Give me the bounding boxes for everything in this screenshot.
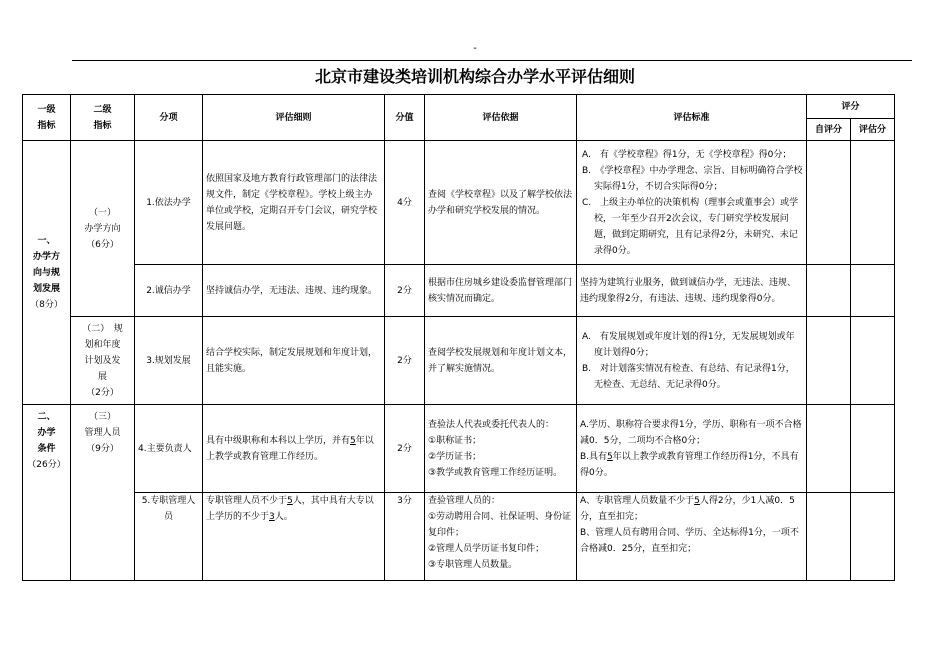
basis-cell: 查验管理人员的： ①劳动聘用合同、社保证明、身份证复印件； ②管理人员学历证书复印件； ③专职管理人员数量。 xyxy=(425,493,577,581)
col-self-rating-header: 自评分 xyxy=(807,119,851,141)
document-title: 北京市建设类培训机构综合办学水平评估细则 xyxy=(314,67,635,86)
score-cell: 2分 xyxy=(385,405,425,493)
basis-cell: 根据市住房城乡建设委监督管理部门核实情况而确定。 xyxy=(425,265,577,317)
standard-cell: A. 有《学校章程》得1分，无《学校章程》得0分； B. 《学校章程》中办学理念、宗旨、目标明确符合学校实际得1分，不切合实际得0分； C. 上级主办单位的决策机构（理事会或董事会）或学校，一年至少召开2次会议，专门研究学校发展问题，做到定期研究，且有记录得2分，未研究、未记录得0分。 xyxy=(577,141,807,265)
item-cell: 4.主要负责人 xyxy=(135,405,203,493)
table-row xyxy=(23,405,895,493)
header-rule xyxy=(72,60,912,61)
basis-cell: 查阅《学校章程》以及了解学校依法办学和研究学校发展的情况。 xyxy=(425,141,577,265)
section1-level1-cell: 一、 办学方 向与规 划发展 （8分） xyxy=(23,141,71,405)
col-eval-rating-header: 评估分 xyxy=(851,119,895,141)
score-cell: 4分 xyxy=(385,141,425,265)
detail-cell: 依照国家及地方教育行政管理部门的法律法规文件，制定《学校章程》。学校上级主办单位或学校，定期召开专门会议，研究学校发展问题。 xyxy=(203,141,385,265)
self-rating-cell[interactable] xyxy=(807,317,851,405)
evaluation-table xyxy=(22,94,895,581)
col-rating-header: 评分 xyxy=(807,95,895,119)
score-cell: 2分 xyxy=(385,265,425,317)
eval-rating-cell[interactable] xyxy=(851,317,895,405)
eval-rating-cell[interactable] xyxy=(851,141,895,265)
table-row xyxy=(23,317,895,405)
col-sub-header: 分项 xyxy=(135,95,203,141)
eval-rating-cell[interactable] xyxy=(851,405,895,493)
section2-sub1-level2-cell: （三） 管理人员 （9分） xyxy=(71,405,135,581)
col-standard-header: 评估标准 xyxy=(577,95,807,141)
section1-sub1-level2-cell: （一） 办学方向 （6分） xyxy=(71,141,135,317)
standard-cell: A. 有发展规划或年度计划的得1分，无发展规划或年度计划得0分； B. 对计划落实情况有检查、有总结、有记录得1分，无检查、无总结、无记录得0分。 xyxy=(577,317,807,405)
standard-cell: A、专职管理人员数量不少于5人得2分，少1人减0．5分，直至扣完； B、管理人员有聘用合同、学历、全达标得1分，一项不合格减0．25分，直至扣完； xyxy=(577,493,807,581)
item-cell: 1.依法办学 xyxy=(135,141,203,265)
standard-cell: A.学历、职称符合要求得1分，学历、职称有一项不合格减0．5分，二项均不合格0分； B.具有5年以上教学或教育管理工作经历得1分，不具有得0分。 xyxy=(577,405,807,493)
self-rating-cell[interactable] xyxy=(807,141,851,265)
detail-cell: 坚持诚信办学，无违法、违规、违约现象。 xyxy=(203,265,385,317)
score-cell: 3分 xyxy=(385,493,425,581)
header-row xyxy=(23,95,895,119)
self-rating-cell[interactable] xyxy=(807,493,851,581)
score-cell: 2分 xyxy=(385,317,425,405)
self-rating-cell[interactable] xyxy=(807,265,851,317)
eval-rating-cell[interactable] xyxy=(851,493,895,581)
detail-cell: 结合学校实际，制定发展规划和年度计划，且能实施。 xyxy=(203,317,385,405)
eval-rating-cell[interactable] xyxy=(851,265,895,317)
detail-cell: 专职管理人员不少于5人，其中具有大专以上学历的不少于3人。 xyxy=(203,493,385,581)
table-row xyxy=(23,141,895,265)
col-score-header: 分值 xyxy=(385,95,425,141)
self-rating-cell[interactable] xyxy=(807,405,851,493)
page-top-mark: - xyxy=(473,43,477,54)
item-cell: 3.规划发展 xyxy=(135,317,203,405)
table-row xyxy=(23,265,895,317)
basis-cell: 查验法人代表或委托代表人的： ①职称证书； ②学历证书； ③教学或教育管理工作经历证明。 xyxy=(425,405,577,493)
basis-cell: 查阅学校发展规划和年度计划文本，并了解实施情况。 xyxy=(425,317,577,405)
col-detail-header: 评估细则 xyxy=(203,95,385,141)
col-basis-header: 评估依据 xyxy=(425,95,577,141)
detail-cell: 具有中级职称和本科以上学历，并有5年以上教学或教育管理工作经历。 xyxy=(203,405,385,493)
item-cell: 2.诚信办学 xyxy=(135,265,203,317)
section2-level1-cell: 二、 办学 条件 （26分） xyxy=(23,405,71,581)
item-cell: 5.专职管理人员 xyxy=(135,493,203,581)
section1-sub2-level2-cell: （二） 规 划和年度 计划及发 展 （2分） xyxy=(71,317,135,405)
col-level1-header: 一级 指标 xyxy=(23,95,71,141)
col-level2-header: 二级 指标 xyxy=(71,95,135,141)
standard-cell: 坚持为建筑行业服务，做到诚信办学，无违法、违规、违约现象得2分，有违法、违规、违约现象得0分。 xyxy=(577,265,807,317)
table-row xyxy=(23,493,895,581)
